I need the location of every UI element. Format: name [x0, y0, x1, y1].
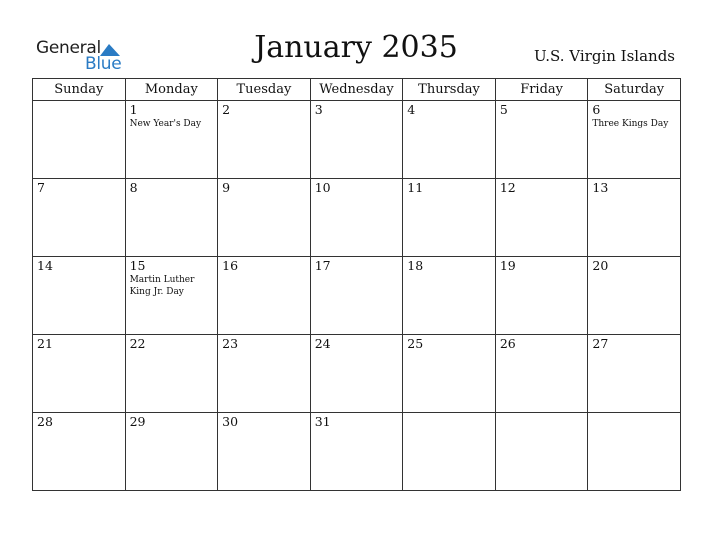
weekday-header: Monday: [125, 79, 218, 101]
day-cell: [33, 257, 126, 335]
day-number: 11: [407, 180, 424, 195]
holiday-label: Three Kings Day: [592, 119, 669, 129]
week-row: [33, 179, 681, 257]
holiday-label: Martin Luther King Jr. Day: [129, 275, 195, 297]
day-number: 30: [222, 414, 239, 429]
day-number: 10: [314, 180, 331, 195]
weekday-header: Friday: [495, 79, 588, 101]
day-cell: [588, 335, 681, 413]
weekday-header: Wednesday: [310, 79, 403, 101]
calendar-grid: [32, 78, 681, 491]
day-cell: [495, 179, 588, 257]
day-cell: [218, 101, 311, 179]
day-number: 24: [314, 336, 331, 351]
day-number: 14: [37, 258, 53, 273]
day-number: 28: [37, 414, 53, 429]
week-row: [33, 413, 681, 491]
day-cell: [218, 335, 311, 413]
day-cell: [125, 335, 218, 413]
week-row: [33, 101, 681, 179]
day-number: 2: [222, 102, 231, 117]
day-cell: [310, 179, 403, 257]
day-number: [496, 413, 588, 415]
day-cell: [33, 179, 126, 257]
day-number: [33, 101, 125, 103]
day-cell: [495, 257, 588, 335]
day-number: 20: [592, 258, 609, 273]
day-cell: [403, 257, 496, 335]
day-cell: [588, 101, 681, 179]
day-number: 27: [592, 336, 609, 351]
day-number: 23: [222, 336, 239, 351]
day-cell: [218, 179, 311, 257]
logo-general-text: General: [36, 38, 101, 58]
day-number: 7: [37, 180, 45, 195]
day-cell: [33, 413, 126, 491]
day-number: [588, 413, 680, 415]
day-number: 26: [499, 336, 516, 351]
day-cell: [125, 257, 218, 335]
day-number: 12: [499, 180, 516, 195]
day-cell: [403, 101, 496, 179]
calendar-title: January 2035: [254, 30, 458, 65]
day-cell: [403, 335, 496, 413]
day-cell: [495, 101, 588, 179]
day-cell: [310, 257, 403, 335]
day-number: 6: [592, 102, 601, 117]
day-cell: [403, 179, 496, 257]
weekday-header: Thursday: [403, 79, 496, 101]
day-number: 9: [222, 180, 231, 195]
calendar-region: U.S. Virgin Islands: [534, 47, 675, 65]
day-number: [403, 413, 495, 415]
day-number: 16: [222, 258, 239, 273]
weekday-header: Sunday: [33, 79, 126, 101]
day-number: 1: [129, 102, 138, 117]
day-number: 17: [314, 258, 331, 273]
day-cell: [495, 413, 588, 491]
day-number: 29: [129, 414, 146, 429]
weekday-header-row: [33, 79, 681, 101]
holiday-label: New Year's Day: [129, 119, 202, 129]
day-number: 31: [314, 414, 331, 429]
day-cell: [218, 257, 311, 335]
day-cell: [588, 257, 681, 335]
day-cell: [310, 413, 403, 491]
day-cell: [310, 335, 403, 413]
day-cell: [495, 335, 588, 413]
day-number: 4: [407, 102, 416, 117]
day-cell: [125, 101, 218, 179]
day-cell: [125, 413, 218, 491]
day-cell: [310, 101, 403, 179]
day-cell: [33, 335, 126, 413]
day-cell: [125, 179, 218, 257]
day-cell: [33, 101, 126, 179]
weekday-header: Tuesday: [218, 79, 311, 101]
day-number: 13: [592, 180, 609, 195]
day-number: 25: [407, 336, 424, 351]
weekday-header: Saturday: [588, 79, 681, 101]
day-cell: [218, 413, 311, 491]
day-number: 3: [314, 102, 323, 117]
day-number: 21: [37, 336, 53, 351]
day-number: 18: [407, 258, 424, 273]
day-number: 5: [499, 102, 508, 117]
day-cell: [588, 413, 681, 491]
week-row: [33, 257, 681, 335]
day-cell: [403, 413, 496, 491]
logo-blue-text: Blue: [85, 54, 122, 74]
day-number: 8: [129, 180, 138, 195]
day-number: 22: [129, 336, 146, 351]
day-cell: [588, 179, 681, 257]
day-number: 19: [499, 258, 516, 273]
week-row: [33, 335, 681, 413]
day-number: 15: [129, 258, 146, 273]
